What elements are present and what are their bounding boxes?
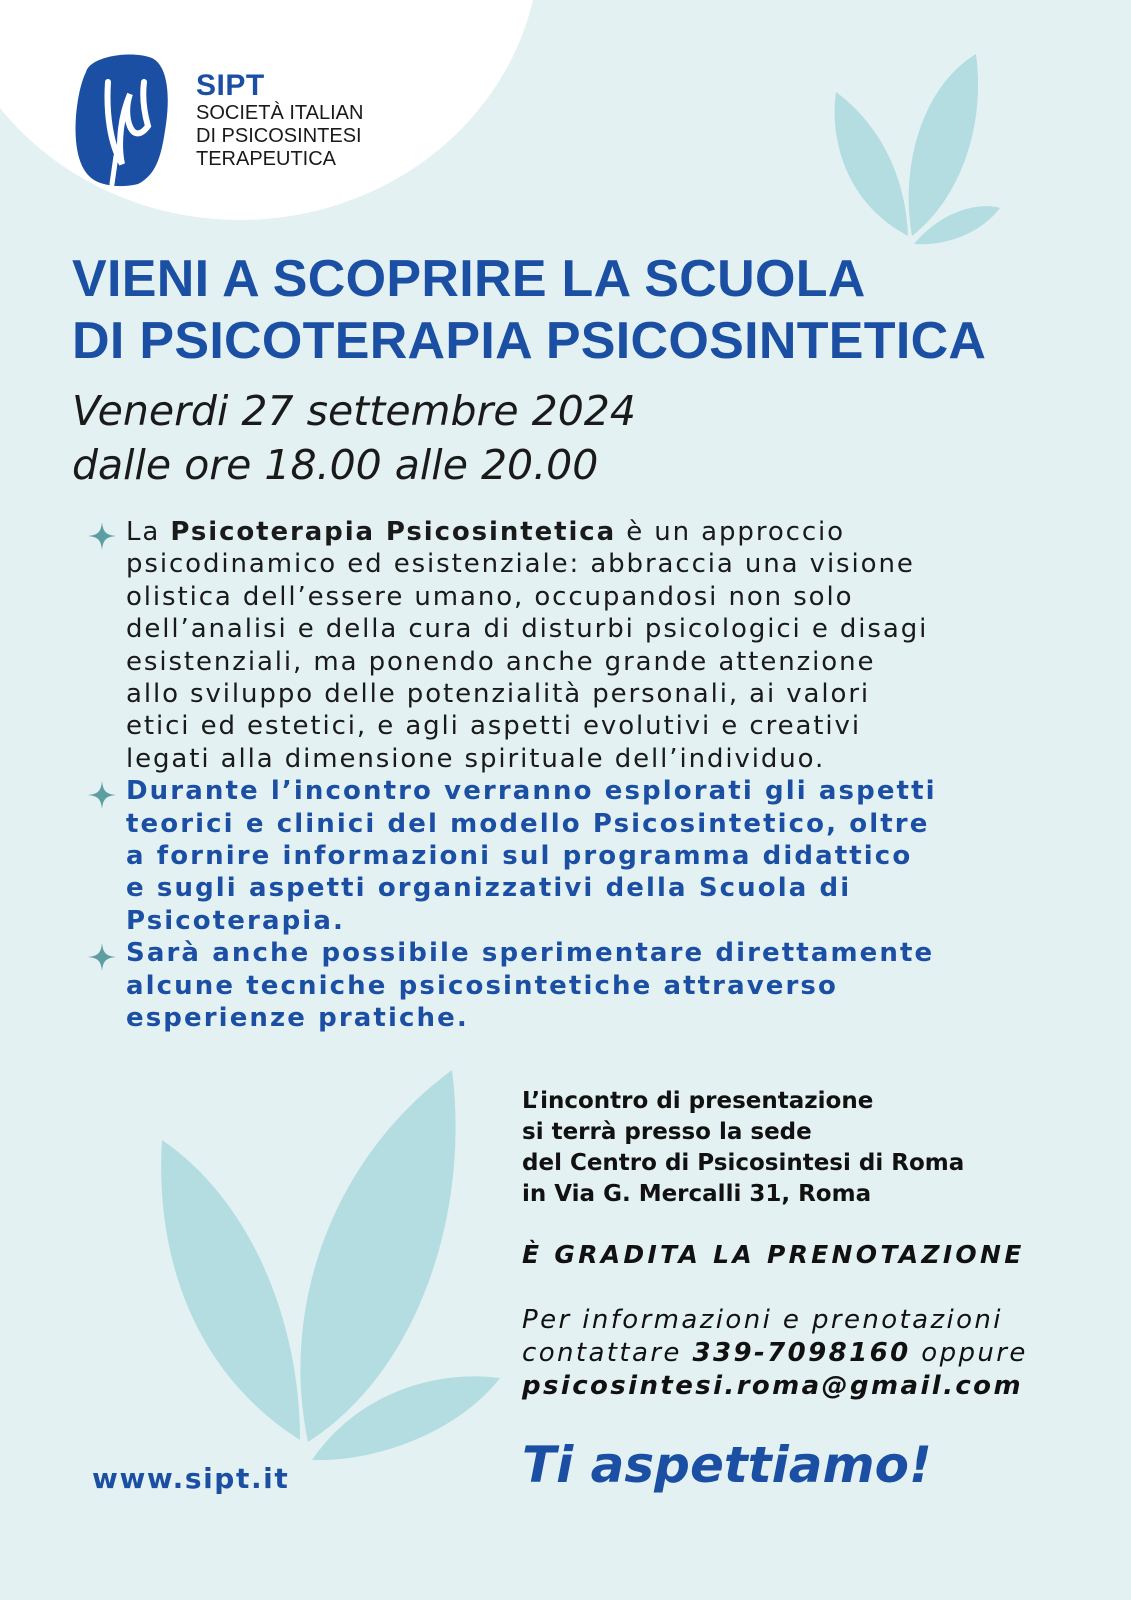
email-address: psicosintesi.roma@gmail.com: [522, 1371, 1023, 1401]
bullet-text-meeting: Durante l’incontro verranno esplorati gli aspetti teorici e clinici del modello Psicosintetico, oltre a fornire informazioni sul programma didattico e sugli aspetti organizzativi della Scuola di Psicoterapia.: [126, 776, 937, 936]
star-bullet-icon: [88, 781, 116, 809]
bullet-text-approach: [126, 516, 1088, 775]
phone-number: 339-7098160: [692, 1338, 911, 1368]
contact-prefix: contattare: [522, 1338, 693, 1368]
leaf-decoration-top: [830, 40, 1010, 260]
logo-line-1: SOCIETÀ ITALIAN: [196, 102, 364, 124]
bullet-text-practice: Sarà anche possibile sperimentare direttamente alcune tecniche psicosintetiche attraverso esperienze pratiche.: [126, 938, 935, 1034]
page-title-line-1: VIENI A SCOPRIRE LA SCUOLA: [72, 250, 866, 308]
event-time: dalle ore 18.00 alle 20.00: [72, 441, 599, 489]
logo-line-2: DI PSICOSINTESI: [196, 125, 362, 147]
bullet-rest: è un approccio psicodinamico ed esistenziale: abbraccia una visione olistica dell’essere umano, occupandosi non solo dell’analisi e della cura di disturbi psicologici e disagi esistenziali, ma ponendo anche grande attenzione allo sviluppo delle potenzialità personali, ai valori etici ed estetici, e agli aspetti evolutivi e creativi legati alla dimensione spirituale dell’individuo.: [126, 517, 929, 774]
leaf-decoration-bottom: [150, 1070, 510, 1470]
closing-message: Ti aspettiamo!: [522, 1436, 932, 1494]
contact-line-2: [522, 1337, 1028, 1370]
contact-line-3: [522, 1370, 1028, 1403]
star-bullet-icon: [88, 943, 116, 971]
star-bullet-icon: [88, 522, 116, 550]
psi-logo-icon: [72, 52, 172, 190]
event-date: Venerdi 27 settembre 2024: [72, 387, 636, 435]
logo-wordmark: [196, 70, 363, 171]
description-list: [88, 516, 1088, 1035]
page-title: [72, 248, 986, 372]
page-title-line-2: DI PSICOTERAPIA PSICOSINTETICA: [72, 312, 987, 370]
event-datetime: [72, 384, 636, 492]
contact-suffix: oppure: [910, 1338, 1028, 1368]
booking-note: È GRADITA LA PRENOTAZIONE: [522, 1240, 1025, 1269]
website-link: www.sipt.it: [92, 1462, 290, 1495]
list-item: [88, 516, 1088, 775]
bullet-highlight: Psicoterapia Psicosintetica: [170, 517, 617, 547]
contact-line-1: Per informazioni e prenotazioni: [522, 1305, 1003, 1335]
venue-info: L’incontro di presentazione si terrà presso la sede del Centro di Psicosintesi di Roma in Via G. Mercalli 31, Roma: [522, 1088, 965, 1207]
list-item: [88, 937, 1088, 1034]
bullet-prefix: La: [126, 517, 171, 547]
logo-abbreviation: SIPT: [196, 69, 265, 102]
sipt-logo: [72, 52, 392, 202]
list-item: [88, 775, 1088, 937]
contact-info: [522, 1304, 1028, 1403]
logo-line-3: TERAPEUTICA: [196, 148, 337, 170]
